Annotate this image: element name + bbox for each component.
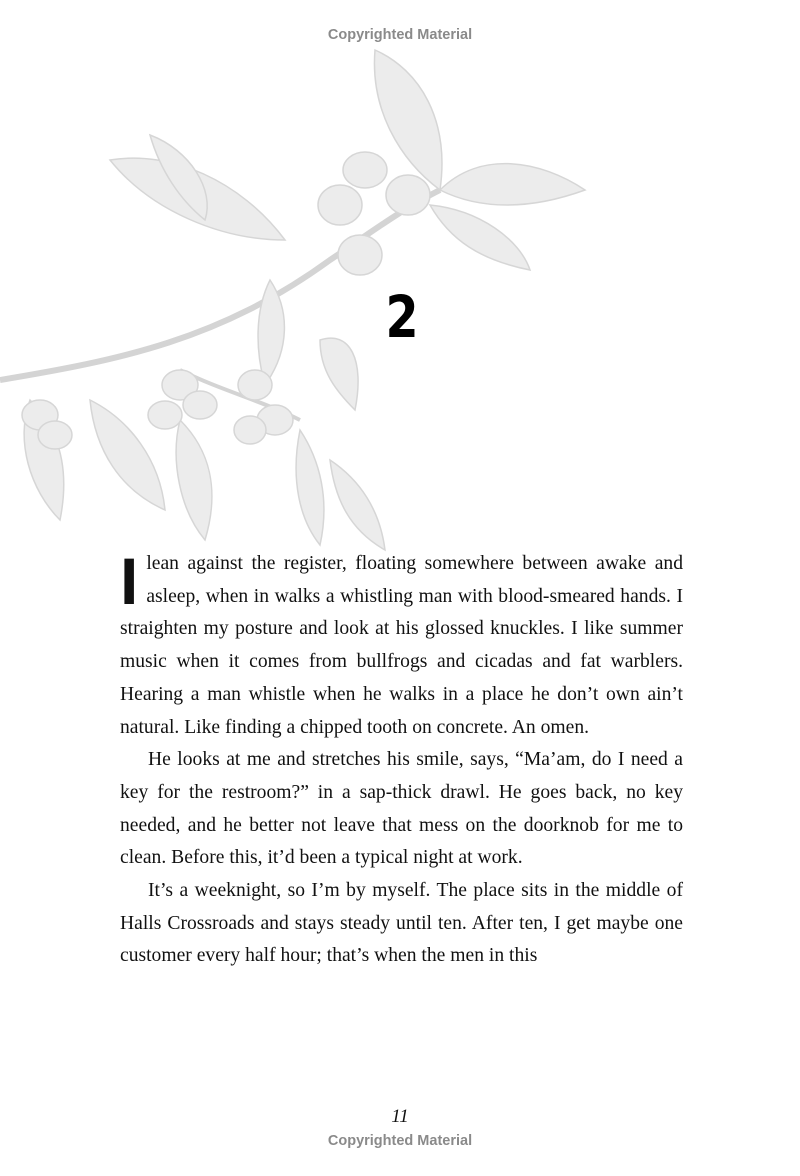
copyright-watermark-bottom: Copyrighted Material [327, 1133, 473, 1149]
chapter-body [120, 544, 683, 973]
paragraph-1 [120, 544, 683, 744]
paragraph-1-text: lean against the register, floating somewhere between awake and asleep, when in walks a whistling man with blood-smeared hands. I straighten my posture and look at his glossed knuckles. I like summer music when it comes from bullfrogs and cicadas and fat warblers. Hearing a man whistle when he walks in a place he don’t own ain’t natural. Like finding a chipped tooth on concrete. An omen. [120, 553, 683, 738]
paragraph-2: He looks at me and stretches his smile, says, “Ma’am, do I need a key for the restroom?” in a sap-thick drawl. He goes back, no key needed, and he better not leave that mess on the doorknob for me to clean. Before this, it’d been a typical night at work. [120, 749, 683, 869]
drop-cap: I [120, 544, 139, 618]
paragraph-3: It’s a weeknight, so I’m by myself. The place sits in the middle of Halls Crossroads and stays steady until ten. After ten, I get maybe one customer every half hour; that’s when the men in this [120, 880, 683, 967]
chapter-number: 2 [385, 283, 419, 351]
copyright-watermark-top: Copyrighted Material [327, 27, 473, 43]
botanical-branch-icon [0, 40, 600, 560]
page-number: 11 [391, 1106, 409, 1127]
